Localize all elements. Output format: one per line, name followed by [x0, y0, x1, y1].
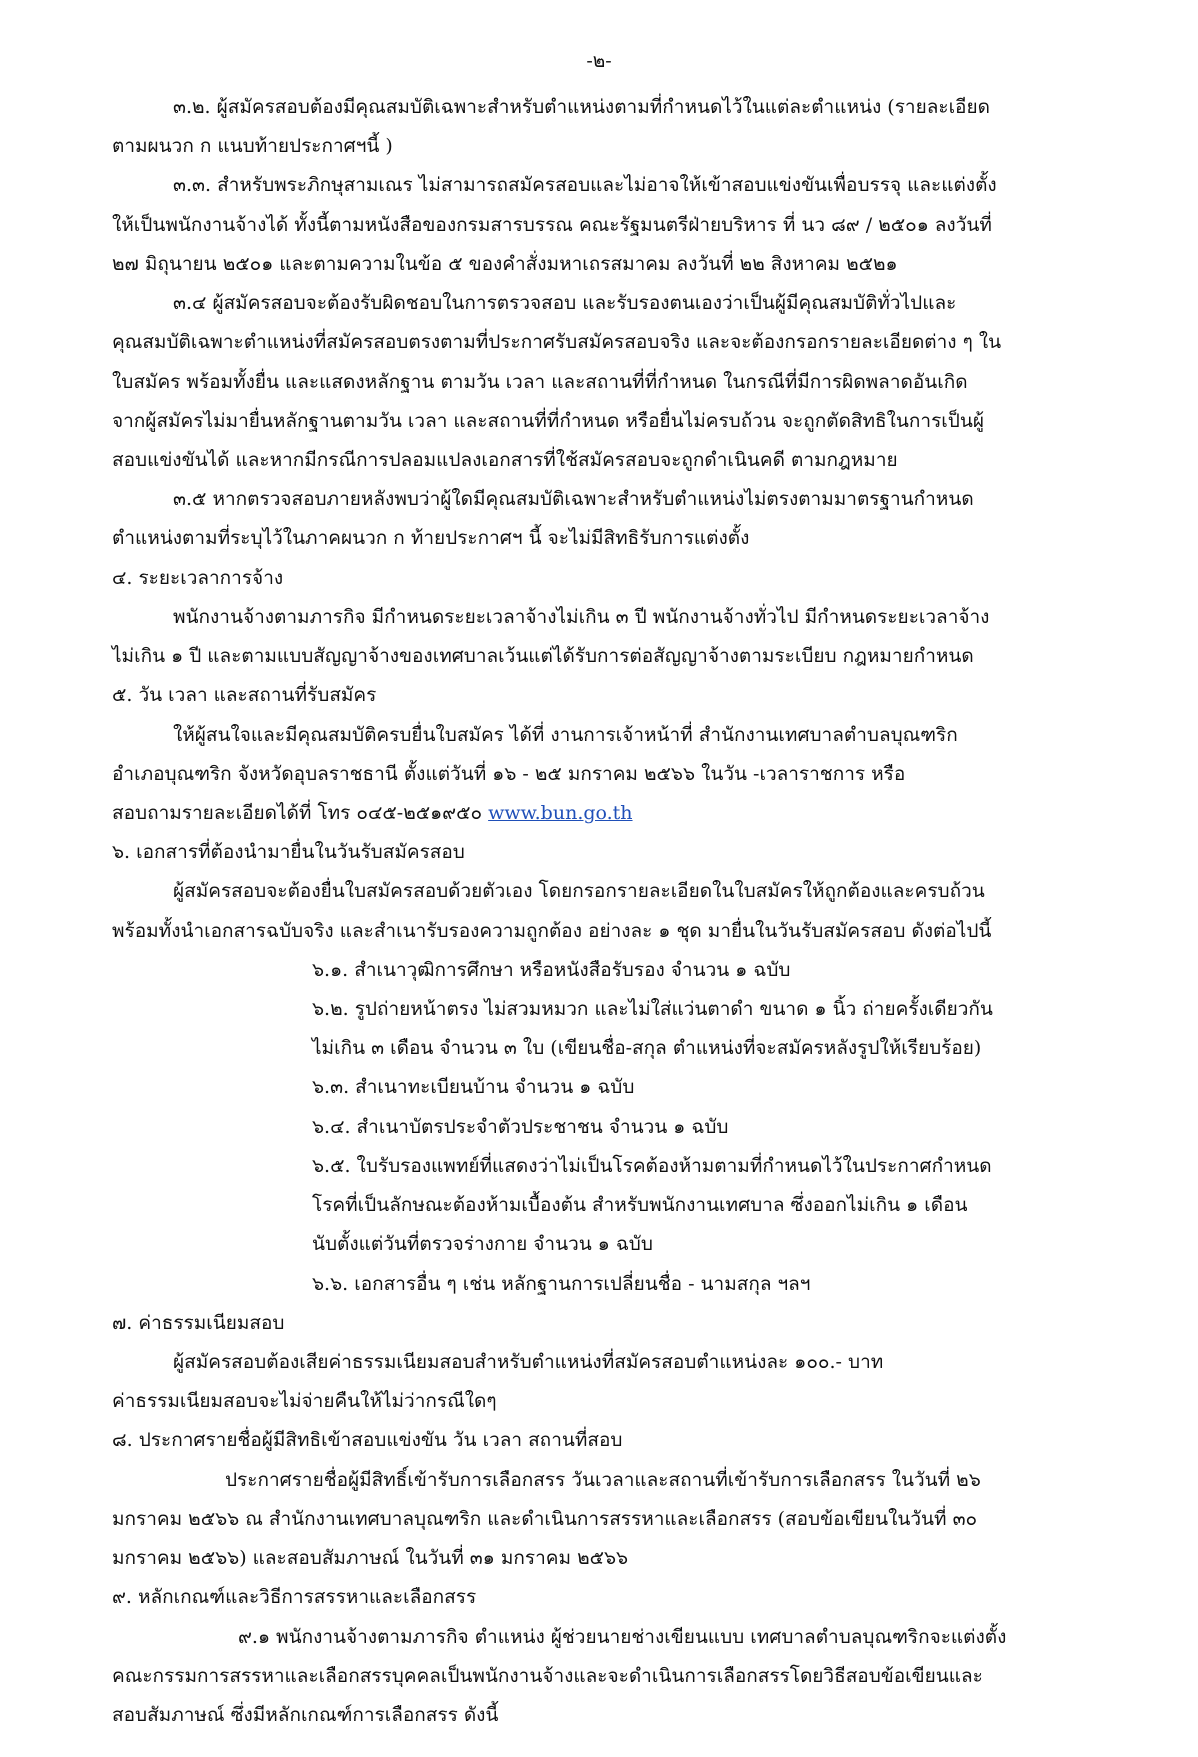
- section-3-3: ๓.๓. สำหรับพระภิกษุสามเณร ไม่สามารถสมัครสอบและไม่อาจให้เข้าสอบแข่งขันเพื่อบรรจุ และแต่งตั้ง: [173, 174, 997, 196]
- item-6-2-cont: ไม่เกิน ๓ เดือน จำนวน ๓ ใบ (เขียนชื่อ-สกุล ตำแหน่งที่จะสมัครหลังรูปให้เรียบร้อย): [312, 1037, 982, 1059]
- item-6-5: ๖.๕. ใบรับรองแพทย์ที่แสดงว่าไม่เป็นโรคต้องห้ามตามที่กำหนดไว้ในประกาศกำหนด: [312, 1155, 992, 1177]
- section-5-text-cont-2: [112, 798, 633, 828]
- section-6-text-cont: พร้อมทั้งนำเอกสารฉบับจริง และสำเนารับรองความถูกต้อง อย่างละ ๑ ชุด มายื่นในวันรับสมัครสอบ ดังต่อไปนี้: [112, 920, 992, 942]
- item-6-1: ๖.๑. สำเนาวุฒิการศึกษา หรือหนังสือรับรอง จำนวน ๑ ฉบับ: [312, 959, 791, 981]
- section-3-3-cont-1: ให้เป็นพนักงานจ้างได้ ทั้งนี้ตามหนังสือของกรมสารบรรณ คณะรัฐมนตรีฝ่ายบริหาร ที่ นว ๘๙ / ๒๕๐๑ ลงวันที่: [112, 214, 992, 236]
- heading-8-candidate-announcement: ๘. ประกาศรายชื่อผู้มีสิทธิเข้าสอบแข่งขัน วัน เวลา สถานที่สอบ: [112, 1429, 623, 1451]
- section-3-5-cont: ตำแหน่งตามที่ระบุไว้ในภาคผนวก ก ท้ายประกาศฯ นี้ จะไม่มีสิทธิรับการแต่งตั้ง: [112, 527, 750, 549]
- section-4-text-cont: ไม่เกิน ๑ ปี และตามแบบสัญญาจ้างของเทศบาลเว้นแต่ได้รับการต่อสัญญาจ้างตามระเบียบ กฎหมายกำหนด: [112, 645, 974, 667]
- section-8-text-cont-1: มกราคม ๒๕๖๖ ณ สำนักงานเทศบาลบุณฑริก และดำเนินการสรรหาและเลือกสรร (สอบข้อเขียนในวันที่ ๓๐: [112, 1508, 978, 1530]
- item-6-5-cont-1: โรคที่เป็นลักษณะต้องห้ามเบื้องต้น สำหรับพนักงานเทศบาล ซึ่งออกไม่เกิน ๑ เดือน: [312, 1194, 968, 1216]
- contact-phone-text: สอบถามรายละเอียดได้ที่ โทร ๐๔๕-๒๕๑๙๕๐: [112, 802, 489, 824]
- section-4-text: พนักงานจ้างตามภารกิจ มีกำหนดระยะเวลาจ้างไม่เกิน ๓ ปี พนักงานจ้างทั่วไป มีกำหนดระยะเวลาจ้าง: [173, 606, 990, 628]
- item-6-3: ๖.๓. สำเนาทะเบียนบ้าน จำนวน ๑ ฉบับ: [312, 1076, 635, 1098]
- section-7-text-cont: ค่าธรรมเนียมสอบจะไม่จ่ายคืนให้ไม่ว่ากรณีใดๆ: [112, 1390, 497, 1412]
- page-number: -๒-: [586, 50, 612, 72]
- heading-4-employment-period: ๔. ระยะเวลาการจ้าง: [112, 567, 284, 589]
- heading-5-application-date-place: ๕. วัน เวลา และสถานที่รับสมัคร: [112, 684, 377, 706]
- section-6-text: ผู้สมัครสอบจะต้องยื่นใบสมัครสอบด้วยตัวเอง โดยกรอกรายละเอียดในใบสมัครให้ถูกต้องและครบถ้วน: [173, 880, 985, 902]
- heading-9-selection-criteria: ๙. หลักเกณฑ์และวิธีการสรรหาและเลือกสรร: [112, 1586, 477, 1608]
- section-8-text-cont-2: มกราคม ๒๕๖๖) และสอบสัมภาษณ์ ในวันที่ ๓๑ มกราคม ๒๕๖๖: [112, 1547, 629, 1569]
- section-3-5: ๓.๕ หากตรวจสอบภายหลังพบว่าผู้ใดมีคุณสมบัติเฉพาะสำหรับตำแหน่งไม่ตรงตามมาตรฐานกำหนด: [173, 488, 974, 510]
- website-link[interactable]: www.bun.go.th: [488, 802, 633, 824]
- section-9-1-cont-2: สอบสัมภาษณ์ ซึ่งมีหลักเกณฑ์การเลือกสรร ดังนี้: [112, 1704, 499, 1726]
- section-3-4-cont-3: จากผู้สมัครไม่มายื่นหลักฐานตามวัน เวลา และสถานที่ที่กำหนด หรือยื่นไม่ครบถ้วน จะถูกตัดสิทธิในการเป็นผู้: [112, 410, 984, 432]
- section-8-text: ประกาศรายชื่อผู้มีสิทธิ์เข้ารับการเลือกสรร วันเวลาและสถานที่เข้ารับการเลือกสรร ในวันที่ ๒๖: [225, 1469, 981, 1491]
- section-3-2: ๓.๒. ผู้สมัครสอบต้องมีคุณสมบัติเฉพาะสำหรับตำแหน่งตามที่กำหนดไว้ในแต่ละตำแหน่ง (รายละเอียด: [173, 96, 990, 118]
- section-3-2-cont: ตามผนวก ก แนบท้ายประกาศฯนี้ ): [112, 135, 393, 157]
- section-3-4: ๓.๔ ผู้สมัครสอบจะต้องรับผิดชอบในการตรวจสอบ และรับรองตนเองว่าเป็นผู้มีคุณสมบัติทั่วไปและ: [173, 292, 957, 314]
- item-6-6: ๖.๖. เอกสารอื่น ๆ เช่น หลักฐานการเปลี่ยนชื่อ - นามสกุล ฯลฯ: [312, 1273, 811, 1295]
- item-6-5-cont-2: นับตั้งแต่วันที่ตรวจร่างกาย จำนวน ๑ ฉบับ: [312, 1233, 653, 1255]
- item-6-2: ๖.๒. รูปถ่ายหน้าตรง ไม่สวมหมวก และไม่ใส่แว่นตาดำ ขนาด ๑ นิ้ว ถ่ายครั้งเดียวกัน: [312, 998, 993, 1020]
- section-9-1-cont-1: คณะกรรมการสรรหาและเลือกสรรบุคคลเป็นพนักงานจ้างและจะดำเนินการเลือกสรรโดยวิธีสอบข้อเขียนและ: [112, 1665, 983, 1687]
- section-5-text-cont-1: อำเภอบุณฑริก จังหวัดอุบลราชธานี ตั้งแต่วันที่ ๑๖ - ๒๕ มกราคม ๒๕๖๖ ในวัน -เวลาราชการ หรือ: [112, 763, 906, 785]
- section-9-1: ๙.๑ พนักงานจ้างตามภารกิจ ตำแหน่ง ผู้ช่วยนายช่างเขียนแบบ เทศบาลตำบลบุณฑริกจะแต่งตั้ง: [238, 1626, 1007, 1648]
- section-7-text: ผู้สมัครสอบต้องเสียค่าธรรมเนียมสอบสำหรับตำแหน่งที่สมัครสอบตำแหน่งละ ๑๐๐.- บาท: [173, 1351, 884, 1373]
- heading-7-exam-fee: ๗. ค่าธรรมเนียมสอบ: [112, 1312, 285, 1334]
- section-3-4-cont-1: คุณสมบัติเฉพาะตำแหน่งที่สมัครสอบตรงตามที่ประกาศรับสมัครสอบจริง และจะต้องกรอกรายละเอียดต่าง ๆ ใน: [112, 331, 1002, 353]
- section-5-text: ให้ผู้สนใจและมีคุณสมบัติครบยื่นใบสมัคร ได้ที่ งานการเจ้าหน้าที่ สำนักงานเทศบาลตำบลบุณฑริก: [173, 724, 958, 746]
- section-3-3-cont-2: ๒๗ มิถุนายน ๒๕๐๑ และตามความในข้อ ๕ ของคำสั่งมหาเถรสมาคม ลงวันที่ ๒๒ สิงหาคม ๒๕๒๑: [112, 253, 898, 275]
- section-3-4-cont-4: สอบแข่งขันได้ และหากมีกรณีการปลอมแปลงเอกสารที่ใช้สมัครสอบจะถูกดำเนินคดี ตามกฎหมาย: [112, 449, 898, 471]
- item-6-4: ๖.๔. สำเนาบัตรประจำตัวประชาชน จำนวน ๑ ฉบับ: [312, 1116, 729, 1138]
- section-3-4-cont-2: ใบสมัคร พร้อมทั้งยื่น และแสดงหลักฐาน ตามวัน เวลา และสถานที่ที่กำหนด ในกรณีที่มีการผิดพลาดอันเกิด: [112, 371, 968, 393]
- heading-6-required-documents: ๖. เอกสารที่ต้องนำมายื่นในวันรับสมัครสอบ: [112, 841, 465, 863]
